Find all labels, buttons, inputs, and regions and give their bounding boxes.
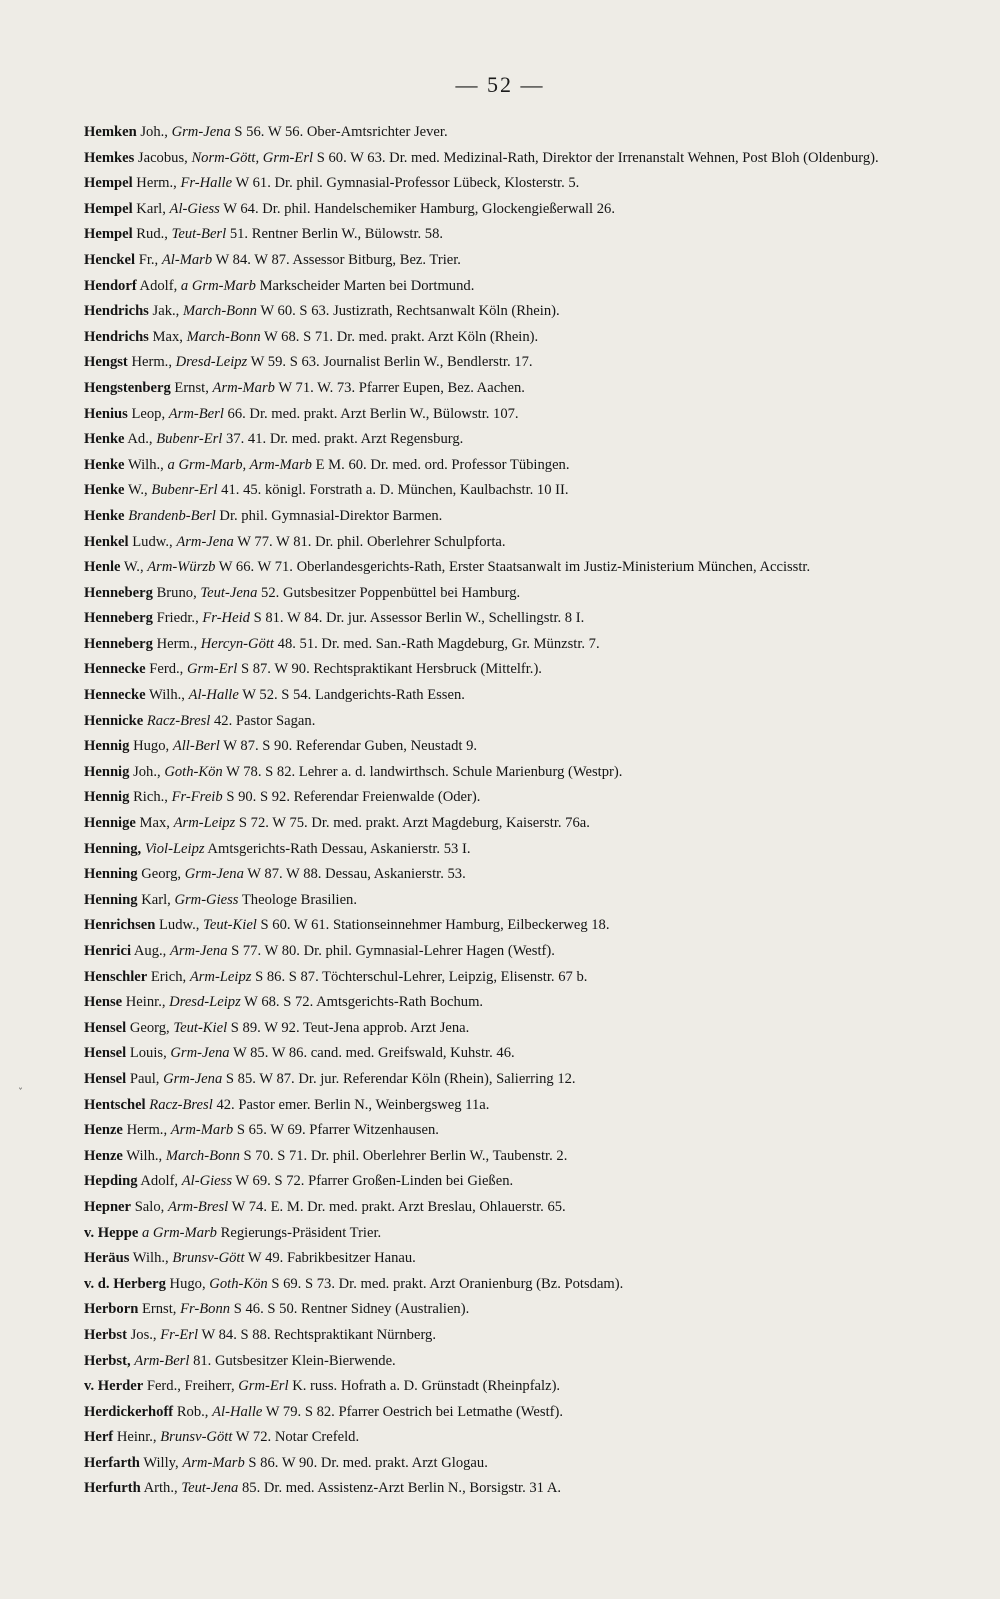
entry-details: Regierungs-Präsident Trier. [220, 1224, 382, 1241]
entry-name: Hepner [84, 1198, 132, 1215]
entry-given-name: Joh., [133, 763, 161, 780]
entry-details: S 69. S 73. Dr. med. prakt. Arzt Oranienburg (Bz. Potsdam). [271, 1275, 624, 1292]
entry-name: Hennig [84, 763, 130, 780]
entry-given-name: Aug., [133, 943, 167, 959]
entry-name: Hemken [84, 124, 137, 140]
entry-name: Hensel [84, 1045, 127, 1062]
entry-given-name: Herm., [131, 354, 172, 371]
entry-fraternity: Fr-Bonn [180, 1301, 231, 1318]
entry-name: Henze [84, 1122, 123, 1139]
directory-entry [84, 299, 934, 325]
entry-given-name: Rob., [176, 1403, 209, 1420]
entry-name: Hempel [84, 175, 133, 192]
entry-details: S 86. W 90. Dr. med. prakt. Arzt Glogau. [248, 1454, 488, 1471]
directory-entry [84, 837, 934, 863]
entry-given-name: Wilh., [149, 687, 185, 704]
directory-entry [84, 1221, 934, 1247]
entry-name: Henneberg [84, 635, 153, 652]
entry-fraternity: Teut-Berl [171, 226, 227, 243]
entry-name: Henckel [84, 251, 136, 268]
entry-given-name: Arth., [143, 1480, 178, 1497]
entry-fraternity: Arm-Marb [212, 379, 275, 396]
entry-name: Herborn [84, 1301, 139, 1318]
entry-fraternity: Grm-Erl [238, 1378, 289, 1395]
entry-given-name: Jak., [152, 303, 180, 320]
entry-details: W 84. W 87. Assessor Bitburg, Bez. Trier. [215, 251, 461, 268]
entry-details: W 49. Fabrikbesitzer Hanau. [247, 1250, 416, 1267]
entry-name: Henze [84, 1147, 123, 1164]
directory-entry [84, 1425, 934, 1451]
entry-name: Henkel [84, 533, 129, 550]
entry-details: W 68. S 72. Amtsgerichts-Rath Bochum. [244, 994, 484, 1011]
entry-details: W 69. S 72. Pfarrer Großen-Linden bei Gießen. [235, 1173, 514, 1190]
entry-details: S 70. S 71. Dr. phil. Oberlehrer Berlin W., Taubenstr. 2. [243, 1147, 568, 1164]
entry-details: 66. Dr. med. prakt. Arzt Berlin W., Bülowstr. 107. [227, 405, 519, 422]
entry-fraternity: Arm-Jena [176, 533, 234, 550]
entry-details: W 52. S 54. Landgerichts-Rath Essen. [242, 687, 465, 704]
entry-name: Herfurth [84, 1480, 141, 1497]
entry-details: W 61. Dr. phil. Gymnasial-Professor Lübeck, Klosterstr. 5. [235, 175, 580, 192]
entry-fraternity: Dresd-Leipz [175, 354, 248, 371]
entry-name: Hendrichs [84, 303, 149, 320]
entry-fraternity: Arm-Marb [170, 1122, 234, 1139]
entry-fraternity: Grm-Jena [163, 1070, 223, 1087]
entry-details: S 81. W 84. Dr. jur. Assessor Berlin W., Schellingstr. 8 I. [253, 610, 585, 627]
entry-given-name: Max, [152, 328, 183, 345]
entry-fraternity: Grm-Jena [171, 124, 231, 140]
entry-fraternity: Brandenb-Berl [128, 507, 216, 524]
directory-entry [84, 734, 934, 760]
entry-details: Amtsgerichts-Rath Dessau, Askanierstr. 53 I. [207, 840, 471, 857]
directory-entry [84, 990, 934, 1016]
entry-given-name: Rich., [133, 789, 168, 806]
directory-entry [84, 504, 934, 530]
entry-fraternity: Goth-Kön [164, 763, 223, 780]
directory-entry [84, 325, 934, 351]
entry-name: Henrici [84, 943, 132, 959]
entry-given-name: Fr., [138, 251, 159, 268]
entry-name: Henke [84, 431, 125, 448]
entry-name: Henning, [84, 840, 142, 857]
entry-given-name: W., [127, 482, 148, 499]
entry-fraternity: Fr-Erl [160, 1326, 199, 1343]
directory-entry [84, 1323, 934, 1349]
entry-given-name: Paul, [129, 1070, 160, 1087]
entry-name: Henke [84, 507, 125, 524]
directory-entry [84, 1016, 934, 1042]
directory-entry [84, 1118, 934, 1144]
directory-entry [84, 811, 934, 837]
entry-given-name: Salo, [134, 1198, 165, 1215]
entry-details: W 71. W. 73. Pfarrer Eupen, Bez. Aachen. [278, 379, 525, 396]
entry-name: Henschler [84, 968, 148, 985]
entry-given-name: Joh., [140, 124, 168, 140]
entry-details: S 60. W 61. Stationseinnehmer Hamburg, Eilbeckerweg 18. [260, 917, 610, 934]
directory-entry [84, 1374, 934, 1400]
entry-fraternity: Grm-Jena [170, 1045, 230, 1062]
entry-given-name: Karl, [136, 200, 166, 217]
entry-given-name: Georg, [141, 866, 182, 883]
directory-entry [84, 1246, 934, 1272]
directory-entry [84, 632, 934, 658]
entry-fraternity: Arm-Berl [168, 405, 224, 422]
entry-fraternity: a Grm-Marb [141, 1224, 217, 1241]
entry-fraternity: Grm-Giess [174, 891, 239, 908]
entry-details: 81. Gutsbesitzer Klein-Bierwende. [193, 1352, 396, 1369]
entry-given-name: Willy, [143, 1454, 179, 1471]
entry-name: Hennicke [84, 712, 144, 729]
entry-name: Hennecke [84, 661, 146, 678]
entry-given-name: Karl, [141, 891, 171, 908]
entry-details: S 85. W 87. Dr. jur. Referendar Köln (Rhein), Salierring 12. [225, 1070, 576, 1087]
entry-fraternity: Norm-Gött, Grm-Erl [191, 149, 314, 166]
entry-details: 41. 45. königl. Forstrath a. D. München, Kaulbachstr. 10 II. [221, 482, 569, 499]
entry-name: v. Heppe [84, 1224, 139, 1241]
directory-entry [84, 1195, 934, 1221]
directory-entry [84, 222, 934, 248]
entry-name: Herbst [84, 1326, 127, 1343]
entry-given-name: Wilh., [126, 1147, 163, 1164]
entry-fraternity: a Grm-Marb, Arm-Marb [167, 456, 312, 473]
directory-entry [84, 1144, 934, 1170]
directory-entry [84, 171, 934, 197]
directory-entries [84, 120, 934, 1502]
directory-entry [84, 376, 934, 402]
directory-entry [84, 248, 934, 274]
directory-entry [84, 1476, 934, 1502]
entry-fraternity: Bubenr-Erl [156, 431, 223, 448]
entry-name: Henke [84, 456, 125, 473]
entry-details: K. russ. Hofrath a. D. Grünstadt (Rheinpfalz). [292, 1378, 561, 1395]
entry-fraternity: All-Berl [172, 738, 220, 755]
entry-fraternity: Hercyn-Gött [200, 635, 274, 652]
entry-fraternity: Brunsv-Gött [160, 1429, 233, 1446]
directory-entry [84, 1272, 934, 1298]
entry-given-name: Herm., [156, 635, 198, 652]
entry-name: Heräus [84, 1250, 130, 1267]
entry-fraternity: Arm-Leipz [173, 815, 236, 832]
directory-entry [84, 965, 934, 991]
entry-details: 51. Rentner Berlin W., Bülowstr. 58. [229, 226, 444, 243]
entry-details: 52. Gutsbesitzer Poppenbüttel bei Hamburg. [261, 584, 521, 601]
entry-fraternity: a Grm-Marb [180, 277, 256, 294]
entry-details: S 89. W 92. Teut-Jena approb. Arzt Jena. [230, 1019, 470, 1036]
entry-fraternity: Al-Halle [212, 1403, 263, 1420]
entry-given-name: Adolf, [139, 277, 178, 294]
margin-mark: ˇ [18, 1088, 23, 1099]
entry-given-name: Adolf, [140, 1173, 179, 1190]
page-number: — 52 — [455, 72, 545, 97]
directory-entry [84, 146, 934, 172]
entry-fraternity: March-Bonn [186, 328, 261, 345]
entry-details: E M. 60. Dr. med. ord. Professor Tübingen. [315, 456, 570, 473]
entry-details: S 77. W 80. Dr. phil. Gymnasial-Lehrer Hagen (Westf). [231, 943, 555, 959]
entry-fraternity: Dresd-Leipz [169, 994, 241, 1011]
directory-entry [84, 1349, 934, 1375]
entry-given-name: Ferd., Freiherr, [146, 1378, 235, 1395]
directory-entry [84, 197, 934, 223]
directory-entry [84, 120, 934, 146]
entry-name: Henning [84, 866, 138, 883]
entry-details: Markscheider Marten bei Dortmund. [259, 277, 475, 294]
entry-name: Henius [84, 405, 128, 422]
entry-name: Hengstenberg [84, 379, 171, 396]
directory-entry [84, 862, 934, 888]
entry-details: W 60. S 63. Justizrath, Rechtsanwalt Köln (Rhein). [260, 303, 560, 320]
entry-name: Hentschel [84, 1096, 146, 1113]
entry-details: S 90. S 92. Referendar Freienwalde (Oder). [226, 789, 481, 806]
directory-entry [84, 274, 934, 300]
entry-given-name: Hugo, [133, 738, 170, 755]
entry-fraternity: Arm-Berl [134, 1352, 190, 1369]
entry-given-name: Georg, [129, 1019, 170, 1036]
entry-fraternity: Al-Giess [169, 200, 220, 217]
entry-fraternity: Viol-Leipz [144, 840, 205, 857]
entry-fraternity: Arm-Würzb [147, 559, 216, 576]
entry-details: W 77. W 81. Dr. phil. Oberlehrer Schulpforta. [237, 533, 506, 550]
entry-details: W 87. W 88. Dessau, Askanierstr. 53. [247, 866, 466, 883]
entry-given-name: Ferd., [149, 661, 184, 678]
entry-fraternity: Grm-Jena [184, 866, 244, 883]
directory-entry [84, 1297, 934, 1323]
entry-fraternity: March-Bonn [182, 303, 257, 320]
entry-details: S 86. S 87. Töchterschul-Lehrer, Leipzig, Elisenstr. 67 b. [255, 968, 588, 985]
entry-fraternity: Arm-Bresl [167, 1198, 229, 1215]
entry-fraternity: Goth-Kön [209, 1275, 268, 1292]
entry-fraternity: Teut-Jena [181, 1480, 239, 1497]
entry-given-name: Louis, [129, 1045, 167, 1062]
entry-fraternity: Al-Giess [181, 1173, 232, 1190]
entry-given-name: W., [123, 559, 144, 576]
entry-name: Hendorf [84, 277, 137, 294]
entry-name: Hepding [84, 1173, 138, 1190]
directory-entry [84, 888, 934, 914]
entry-given-name: Wilh., [127, 456, 164, 473]
entry-given-name: Ludw., [132, 533, 173, 550]
entry-name: Hempel [84, 200, 133, 217]
entry-fraternity: March-Bonn [165, 1147, 240, 1164]
entry-fraternity: Teut-Jena [200, 584, 258, 601]
entry-details: S 87. W 90. Rechtspraktikant Hersbruck (Mittelfr.). [240, 661, 542, 678]
directory-entry [84, 785, 934, 811]
directory-entry [84, 709, 934, 735]
entry-given-name: Heinr., [116, 1429, 157, 1446]
entry-given-name: Ernst, [141, 1301, 177, 1318]
entry-details: 48. 51. Dr. med. San.-Rath Magdeburg, Gr. Münzstr. 7. [277, 635, 600, 652]
directory-entry [84, 402, 934, 428]
directory-entry [84, 760, 934, 786]
entry-details: W 66. W 71. Oberlandesgerichts-Rath, Erster Staatsanwalt im Justiz-Ministerium München, Accisstr. [218, 559, 811, 576]
directory-entry [84, 1041, 934, 1067]
directory-entry [84, 555, 934, 581]
entry-fraternity: Al-Halle [188, 687, 239, 704]
entry-name: Henrichsen [84, 917, 156, 934]
entry-details: S 56. W 56. Ober-Amtsrichter Jever. [234, 124, 448, 140]
entry-fraternity: Arm-Jena [169, 943, 228, 959]
entry-given-name: Friedr., [156, 610, 199, 627]
directory-entry [84, 606, 934, 632]
entry-details: S 65. W 69. Pfarrer Witzenhausen. [236, 1122, 439, 1139]
entry-details: 42. Pastor Sagan. [214, 712, 316, 729]
entry-fraternity: Racz-Bresl [149, 1096, 213, 1113]
entry-name: Hennige [84, 815, 136, 832]
entry-fraternity: Teut-Kiel [173, 1019, 228, 1036]
directory-entry [84, 939, 934, 965]
entry-given-name: Bruno, [156, 584, 197, 601]
entry-name: Hengst [84, 354, 128, 371]
directory-entry [84, 350, 934, 376]
entry-given-name: Wilh., [132, 1250, 169, 1267]
entry-details: W 72. Notar Crefeld. [235, 1429, 360, 1446]
entry-name: Herfarth [84, 1454, 140, 1471]
entry-details: S 60. W 63. Dr. med. Medizinal-Rath, Direktor der Irrenanstalt Wehnen, Post Bloh (Oldenburg). [316, 149, 879, 166]
entry-name: Henning [84, 891, 138, 908]
entry-name: Henle [84, 559, 121, 576]
entry-details: Theologe Brasilien. [241, 891, 357, 908]
entry-details: W 68. S 71. Dr. med. prakt. Arzt Köln (Rhein). [264, 328, 539, 345]
entry-fraternity: Al-Marb [161, 251, 213, 268]
directory-entry [84, 683, 934, 709]
directory-entry [84, 478, 934, 504]
entry-given-name: Hugo, [169, 1275, 206, 1292]
entry-name: Hendrichs [84, 328, 149, 345]
entry-fraternity: Arm-Marb [182, 1454, 245, 1471]
entry-given-name: Ludw., [159, 917, 200, 934]
entry-given-name: Jos., [130, 1326, 157, 1343]
entry-name: Henneberg [84, 610, 153, 627]
entry-details: W 87. S 90. Referendar Guben, Neustadt 9. [223, 738, 478, 755]
entry-name: v. Herder [84, 1378, 144, 1395]
entry-details: W 59. S 63. Journalist Berlin W., Bendlerstr. 17. [250, 354, 533, 371]
entry-name: Hennig [84, 738, 130, 755]
entry-details: W 74. E. M. Dr. med. prakt. Arzt Breslau, Ohlauerstr. 65. [231, 1198, 566, 1215]
entry-name: Henneberg [84, 584, 153, 601]
directory-entry [84, 581, 934, 607]
entry-name: Hensel [84, 1070, 127, 1087]
entry-details: 42. Pastor emer. Berlin N., Weinbergsweg 11a. [216, 1096, 490, 1113]
entry-given-name: Herm., [126, 1122, 168, 1139]
entry-fraternity: Racz-Bresl [146, 712, 211, 729]
entry-details: S 46. S 50. Rentner Sidney (Australien). [233, 1301, 470, 1318]
entry-name: Henke [84, 482, 125, 499]
directory-entry [84, 427, 934, 453]
entry-given-name: Herm., [136, 175, 177, 192]
entry-details: W 85. W 86. cand. med. Greifswald, Kuhstr. 46. [232, 1045, 515, 1062]
entry-name: Hempel [84, 226, 133, 243]
entry-given-name: Leop, [131, 405, 166, 422]
directory-entry [84, 1169, 934, 1195]
entry-fraternity: Fr-Heid [202, 610, 250, 627]
directory-entry [84, 453, 934, 479]
entry-name: Herdickerhoff [84, 1403, 174, 1420]
entry-given-name: Heinr., [125, 994, 166, 1011]
entry-details: W 84. S 88. Rechtspraktikant Nürnberg. [201, 1326, 436, 1343]
entry-name: Herbst, [84, 1352, 131, 1369]
entry-details: 85. Dr. med. Assistenz-Arzt Berlin N., Borsigstr. 31 A. [241, 1480, 562, 1497]
entry-fraternity: Grm-Erl [187, 661, 238, 678]
entry-name: Herf [84, 1429, 114, 1446]
entry-fraternity: Brunsv-Gött [172, 1250, 245, 1267]
entry-details: W 78. S 82. Lehrer a. d. landwirthsch. Schule Marienburg (Westpr). [226, 763, 623, 780]
entry-name: Hemkes [84, 149, 135, 166]
entry-fraternity: Teut-Kiel [203, 917, 257, 934]
entry-name: Hennecke [84, 687, 146, 704]
entry-name: Hennig [84, 789, 130, 806]
entry-fraternity: Bubenr-Erl [151, 482, 218, 499]
entry-details: S 72. W 75. Dr. med. prakt. Arzt Magdeburg, Kaiserstr. 76a. [238, 815, 590, 832]
entry-given-name: Erich, [150, 968, 187, 985]
entry-given-name: Max, [139, 815, 170, 832]
entry-fraternity: Fr-Halle [180, 175, 233, 192]
directory-entry [84, 530, 934, 556]
entry-name: v. d. Herberg [84, 1275, 166, 1292]
entry-details: Dr. phil. Gymnasial-Direktor Barmen. [219, 507, 443, 524]
entry-name: Hensel [84, 1019, 127, 1036]
entry-fraternity: Fr-Freib [171, 789, 223, 806]
entry-given-name: Ad., [127, 431, 153, 448]
directory-entry [84, 657, 934, 683]
entry-details: W 79. S 82. Pfarrer Oestrich bei Letmathe (Westf). [265, 1403, 563, 1420]
entry-given-name: Ernst, [174, 379, 209, 396]
directory-entry [84, 1400, 934, 1426]
directory-entry [84, 1067, 934, 1093]
entry-given-name: Jacobus, [137, 149, 188, 166]
directory-entry [84, 913, 934, 939]
entry-details: 37. 41. Dr. med. prakt. Arzt Regensburg. [226, 431, 464, 448]
entry-name: Hense [84, 994, 123, 1011]
directory-entry [84, 1451, 934, 1477]
directory-entry [84, 1093, 934, 1119]
entry-details: W 64. Dr. phil. Handelschemiker Hamburg, Glockengießerwall 26. [223, 200, 615, 217]
entry-fraternity: Arm-Leipz [189, 968, 252, 985]
entry-given-name: Rud., [136, 226, 168, 243]
